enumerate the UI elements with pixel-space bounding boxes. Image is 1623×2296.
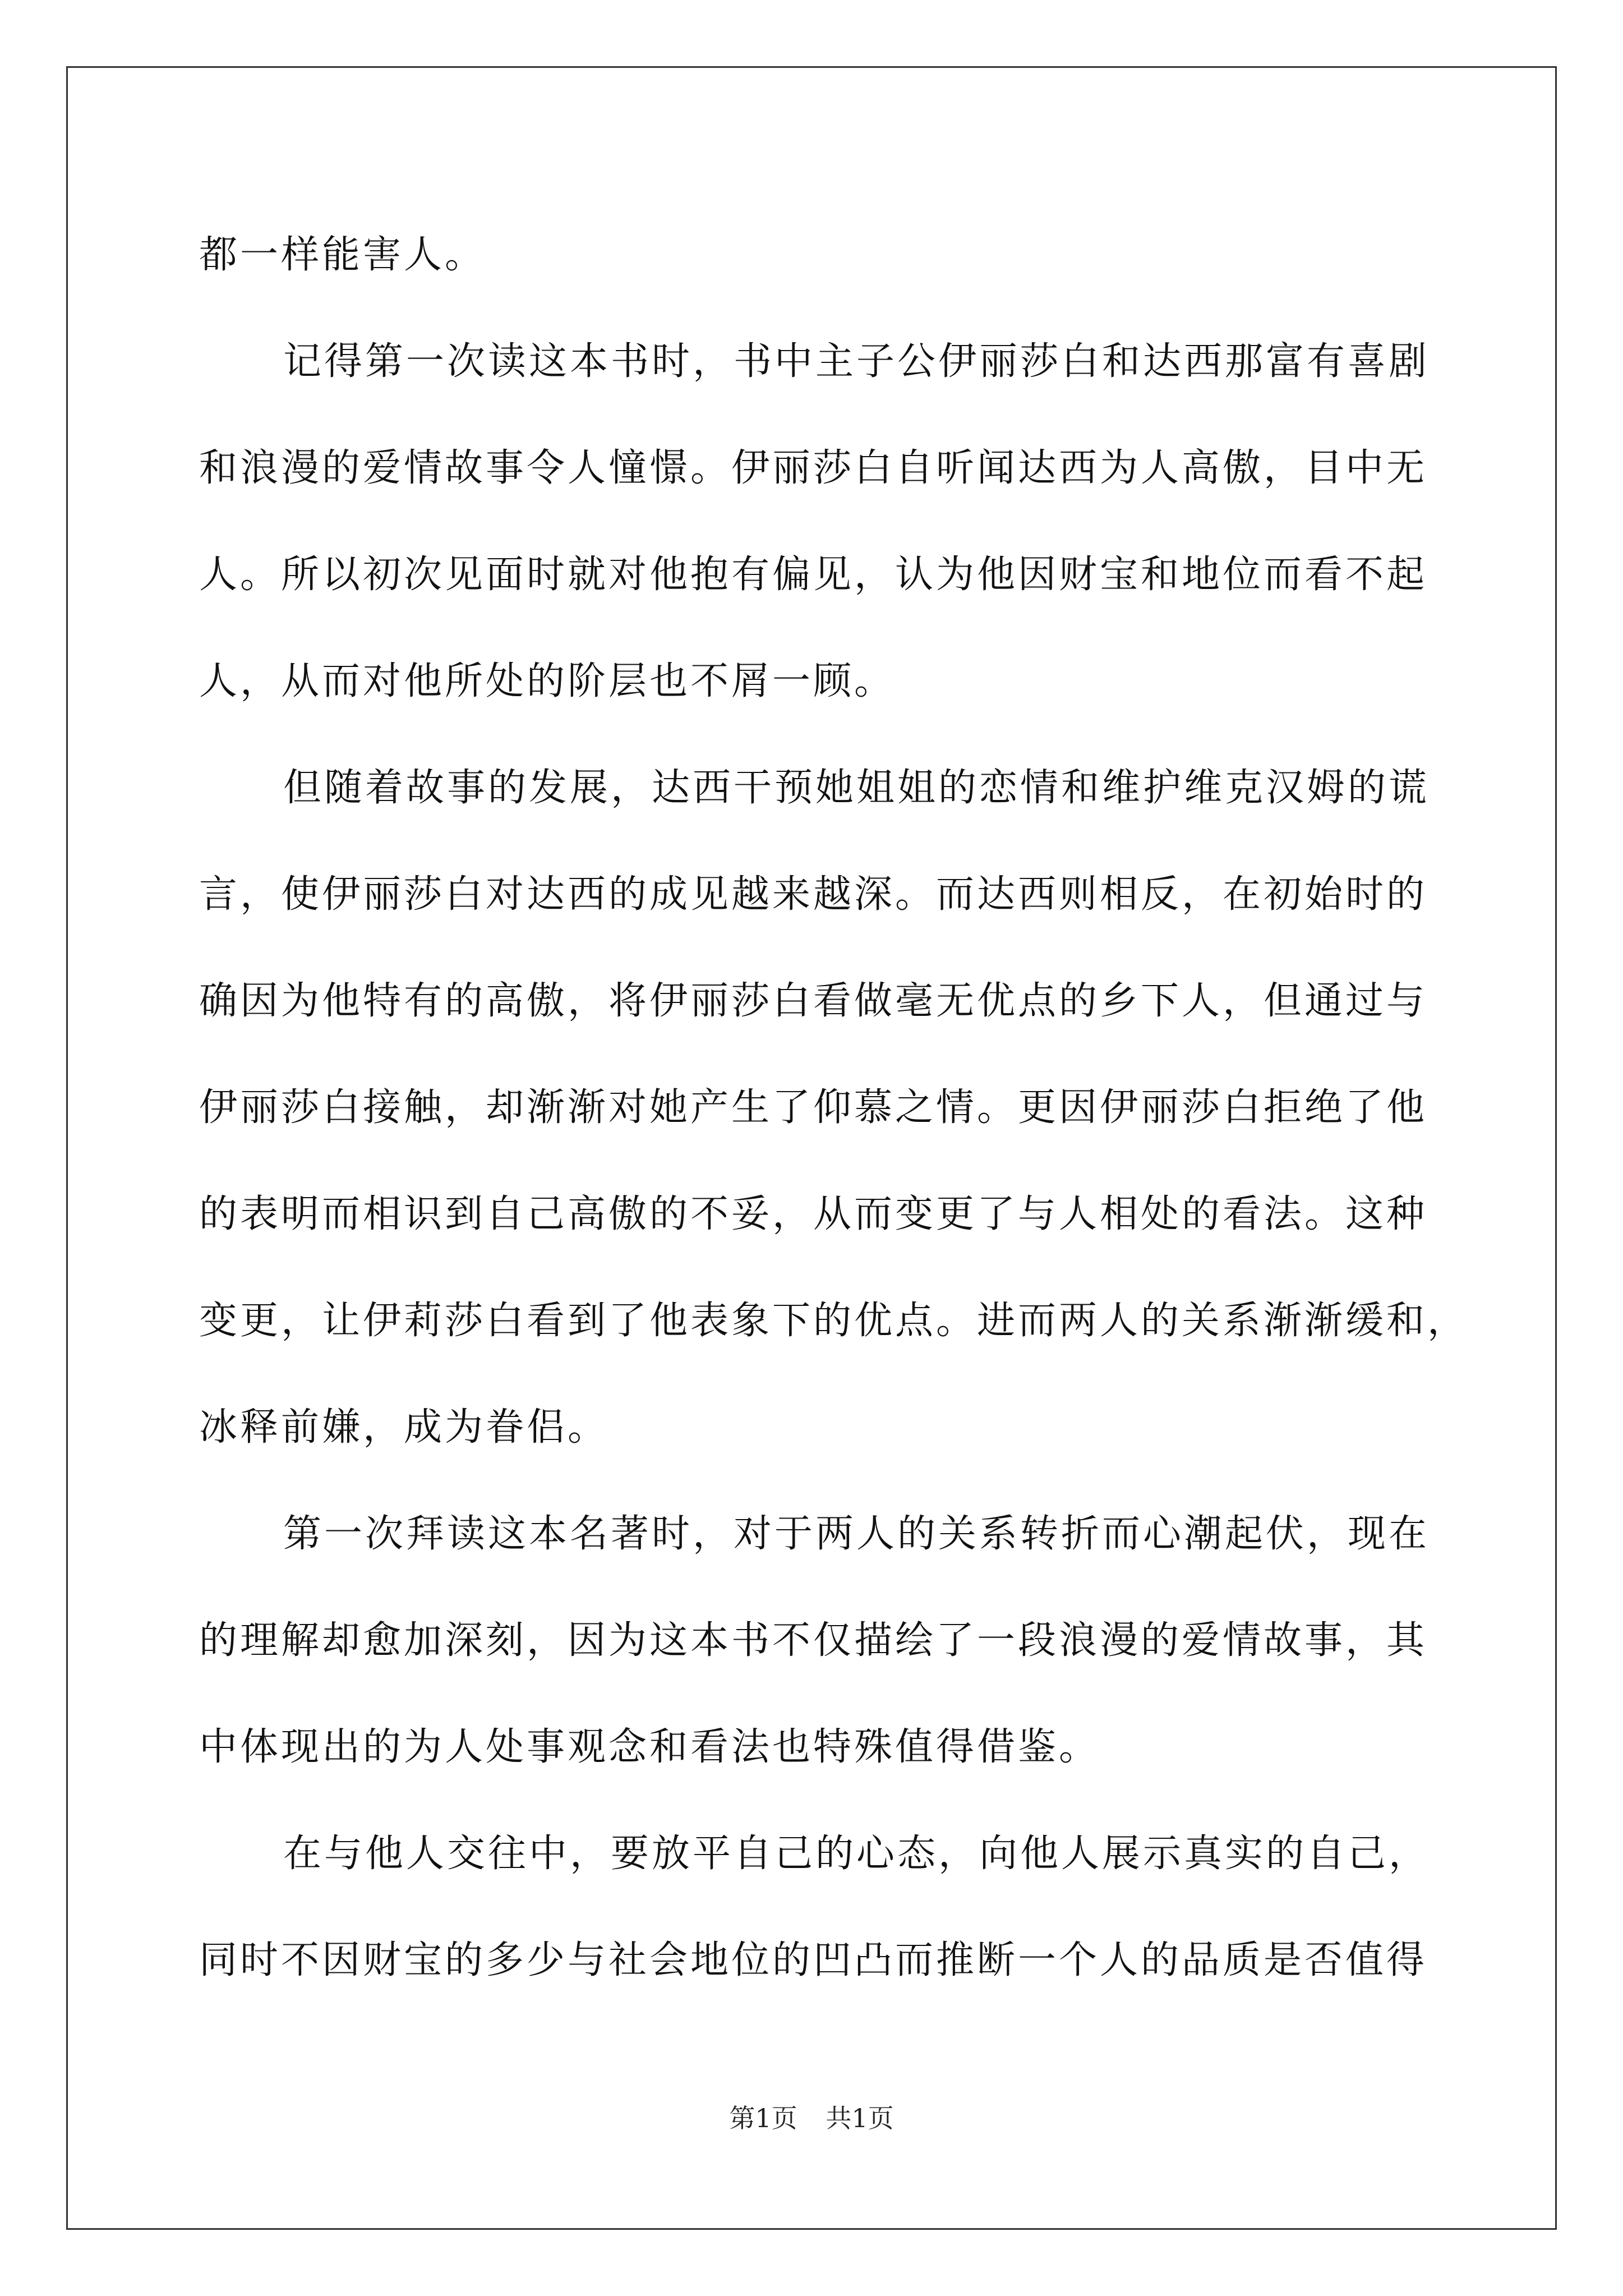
page-footer — [0, 2098, 1623, 2135]
text-line: 言，使伊丽莎白对达西的成见越来越深。而达西则相反，在初始时的 — [199, 872, 1428, 917]
text-line: 中体现出的为人处事观念和看法也特殊值得借鉴。 — [199, 1725, 1100, 1769]
page-total: 共1页 — [826, 2103, 894, 2133]
text-line: 但随着故事的发展，达西干预她姐姐的恋情和维护维克汉姆的谎 — [283, 766, 1430, 810]
text-line: 都一样能害人。 — [199, 233, 486, 277]
text-line: 变更，让伊莉莎白看到了他表象下的优点。进而两人的关系渐渐缓和， — [199, 1299, 1469, 1343]
text-line: 人，从而对他所处的阶层也不屑一顾。 — [199, 659, 896, 703]
text-line: 的表明而相识到自己高傲的不妥，从而变更了与人相处的看法。这种 — [199, 1192, 1428, 1236]
text-line: 第一次拜读这本名著时，对于两人的关系转折而心潮起伏，现在 — [283, 1512, 1430, 1556]
text-line: 确因为他特有的高傲，将伊丽莎白看做毫无优点的乡下人，但通过与 — [199, 979, 1428, 1023]
text-line: 同时不因财宝的多少与社会地位的凹凸而推断一个人的品质是否值得 — [199, 1938, 1428, 1982]
page-number: 第1页 — [729, 2103, 797, 2133]
document-body — [199, 202, 1469, 2014]
text-line: 记得第一次读这本书时，书中主子公伊丽莎白和达西那富有喜剧 — [283, 339, 1430, 384]
text-line: 和浪漫的爱情故事令人憧憬。伊丽莎白自听闻达西为人高傲，目中无 — [199, 446, 1428, 490]
text-line: 在与他人交往中，要放平自己的心态，向他人展示真实的自己， — [283, 1832, 1430, 1876]
text-line: 的理解却愈加深刻，因为这本书不仅描绘了一段浪漫的爱情故事，其 — [199, 1618, 1428, 1663]
text-line: 伊丽莎白接触，却渐渐对她产生了仰慕之情。更因伊丽莎白拒绝了他 — [199, 1085, 1428, 1130]
text-line: 人。所以初次见面时就对他抱有偏见，认为他因财宝和地位而看不起 — [199, 553, 1428, 597]
text-line: 冰释前嫌，成为眷侣。 — [199, 1405, 609, 1450]
